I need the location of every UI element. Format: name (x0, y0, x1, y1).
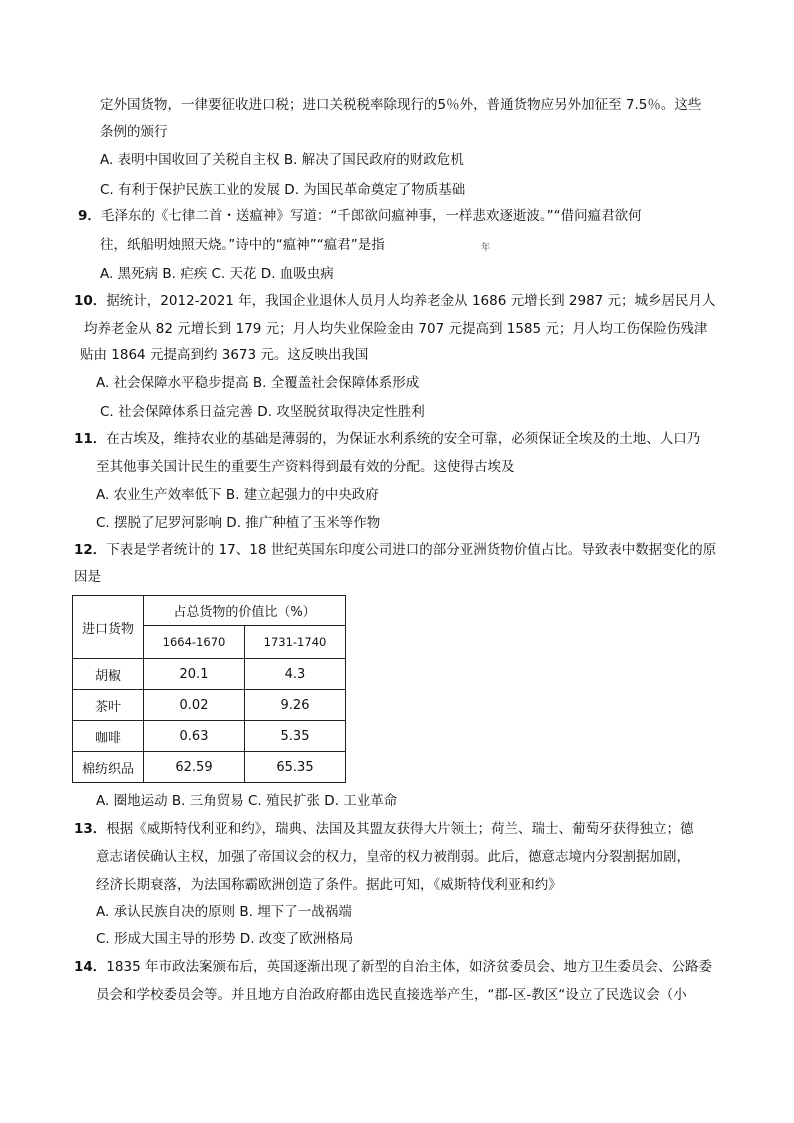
question-number: 11． (74, 431, 107, 447)
q14-stem-line-1 (74, 958, 712, 976)
table-cell-value: 4.3 (244, 659, 345, 690)
table-col-header-goods: 进口货物 (73, 596, 144, 659)
q9-stem-line-1 (78, 207, 642, 225)
margin-mark: 年 (481, 243, 491, 253)
q8-stem-line-1: 定外国货物，一律要征收进口税；进口关税税率除现行的5％外，普通货物应另外加征至 7.5％。这些 (100, 97, 702, 113)
q13-stem-line-2: 意志诸侯确认主权，加强了帝国议会的权力，皇帝的权力被削弱。此后，德意志境内分裂割据加剧， (96, 849, 690, 865)
q10-stem-line-1 (74, 292, 716, 310)
q8-stem-line-2: 条例的颁行 (100, 124, 168, 140)
q9-stem-text: 毛泽东的《七律二首・送瘟神》写道：“千郎欲问瘟神事，一样悲欢逐逝波。”“借问瘟君欲何 (100, 208, 642, 224)
question-number: 10． (74, 293, 107, 309)
q13-stem-line-1 (74, 820, 694, 838)
q8-options-line-2: C. 有利于保护民族工业的发展 D. 为国民革命奠定了物质基础 (100, 182, 466, 198)
q9-options-line-1: A. 黑死病 B. 疟疾 C. 天花 D. 血吸虫病 (100, 266, 334, 282)
table-period-header: 1731-1740 (244, 625, 345, 658)
table-cell-value: 9.26 (244, 690, 345, 721)
table-cell-value: 62.59 (144, 752, 245, 783)
q11-stem-line-2: 至其他事关国计民生的重要生产资料得到最有效的分配。这使得古埃及 (96, 459, 515, 475)
q11-stem-line-1 (74, 430, 700, 448)
q10-stem-line-2: 均养老金从 82 元增长到 179 元；月人均失业保险金由 707 元提高到 1585 元；月人均工伤保险伤残津 (84, 321, 708, 337)
table-cell-item: 茶叶 (73, 690, 144, 721)
q13-stem-line-3: 经济长期衰落，为法国称霸欧洲创造了条件。据此可知，《威斯特伐利亚和约》 (96, 877, 562, 893)
question-number: 12． (74, 542, 107, 558)
q13-stem-text: 根据《威斯特伐利亚和约》，瑞典、法国及其盟友获得大片领土；荷兰、瑞士、葡萄牙获得独立；德 (106, 821, 694, 837)
table-cell-item: 咖啡 (73, 721, 144, 752)
table-cell-value: 0.63 (144, 721, 245, 752)
q12-stem-line-1 (74, 541, 716, 559)
q10-stem-text: 据统计，2012-2021 年，我国企业退休人员月人均养老金从 1686 元增长到 2987 元；城乡居民月人 (106, 293, 716, 309)
q12-options-line-1: A. 圈地运动 B. 三角贸易 C. 殖民扩张 D. 工业革命 (96, 793, 398, 809)
q11-options-line-1: A. 农业生产效率低下 B. 建立起强力的中央政府 (96, 487, 379, 503)
table-cell-item: 棉纺织品 (73, 752, 144, 783)
q13-options-line-2: C. 形成大国主导的形势 D. 改变了欧洲格局 (96, 931, 354, 947)
question-number: 9． (78, 208, 101, 224)
q9-stem-line-2: 往，纸船明烛照天烧。”诗中的“瘟神”“瘟君”是指 (100, 237, 385, 253)
q14-stem-line-2: 员会和学校委员会等。并且地方自治政府都由选民直接选举产生，“郡-区-教区“设立了民选议会（小 (96, 987, 687, 1003)
q12-stem-text: 下表是学者统计的 17、18 世纪英国东印度公司进口的部分亚洲货物价值占比。导致表中数据变化的原 (106, 542, 717, 558)
table-cell-value: 65.35 (244, 752, 345, 783)
table-row (73, 659, 346, 690)
q13-options-line-1: A. 承认民族自决的原则 B. 埋下了一战祸端 (96, 904, 352, 920)
q11-stem-text: 在古埃及，维持农业的基础是薄弱的，为保证水利系统的安全可靠，必须保证全埃及的土地、人口乃 (106, 431, 701, 447)
table-row (73, 721, 346, 752)
q8-options-line-1: A. 表明中国收回了关税自主权 B. 解决了国民政府的财政危机 (100, 152, 464, 168)
q12-stem-line-2: 因是 (74, 569, 101, 585)
table-cell-item: 胡椒 (73, 659, 144, 690)
table-cell-value: 20.1 (144, 659, 245, 690)
table-row (73, 690, 346, 721)
q14-stem-text: 1835 年市政法案颁布后，英国逐渐出现了新型的自治主体，如济贫委员会、地方卫生委员会、公路委 (106, 959, 712, 975)
table-row (73, 752, 346, 783)
q10-options-line-2: C. 社会保障体系日益完善 D. 攻坚脱贫取得决定性胜利 (100, 404, 425, 420)
table-group-header: 占总货物的价值比（%） (144, 596, 346, 626)
question-number: 13． (74, 821, 107, 837)
q10-options-line-1: A. 社会保障水平稳步提高 B. 全覆盖社会保障体系形成 (96, 375, 420, 391)
table-cell-value: 5.35 (244, 721, 345, 752)
import-value-table (72, 595, 346, 783)
q11-options-line-2: C. 摆脱了尼罗河影响 D. 推广种植了玉米等作物 (96, 515, 381, 531)
table-cell-value: 0.02 (144, 690, 245, 721)
q10-stem-line-3: 贴由 1864 元提高到约 3673 元。这反映出我国 (80, 347, 369, 363)
table-period-header: 1664-1670 (144, 625, 245, 658)
question-number: 14． (74, 959, 107, 975)
